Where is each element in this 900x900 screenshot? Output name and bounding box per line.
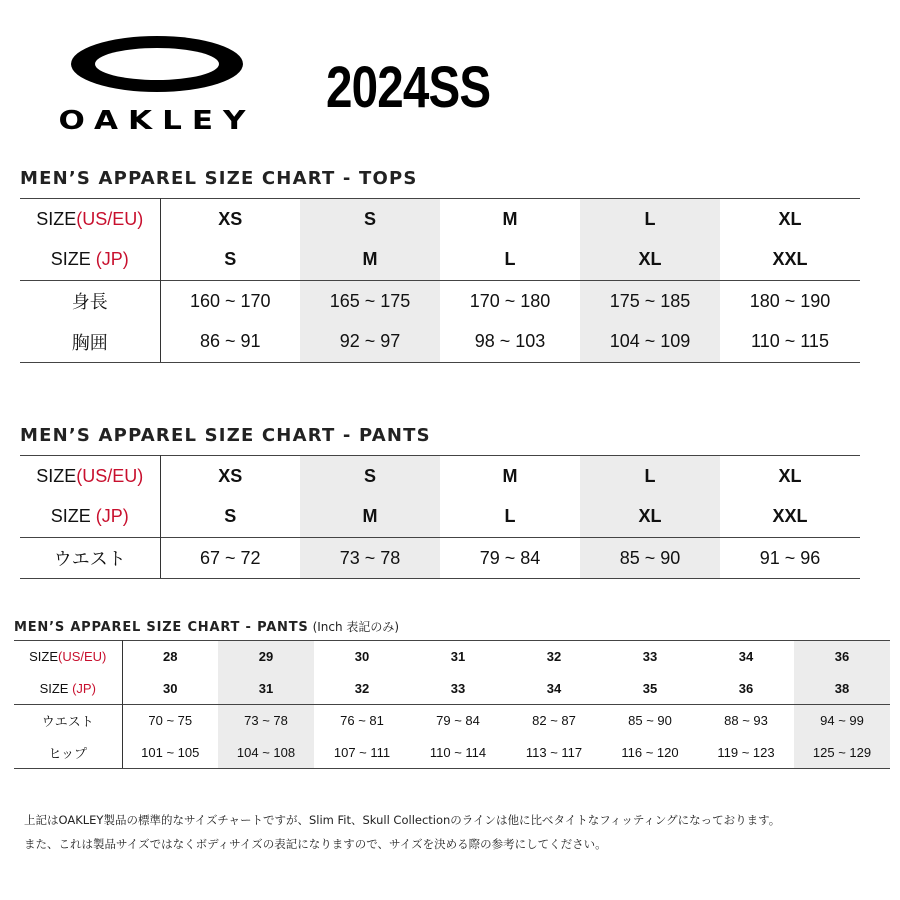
table-cell: 86 ~ 91	[160, 322, 300, 363]
table-cell: 76 ~ 81	[314, 705, 410, 737]
pants-inch-section-title: MEN’S APPAREL SIZE CHART - PANTS (Inch 表記のみ)	[14, 620, 400, 635]
table-cell: 175 ~ 185	[580, 281, 720, 322]
waist-label: ウエスト	[14, 705, 122, 737]
table-cell: 170 ~ 180	[440, 281, 580, 322]
table-cell: S	[224, 249, 237, 270]
table-row	[14, 641, 890, 673]
table-cell: 33	[450, 680, 466, 696]
tops-size-table	[20, 198, 860, 363]
table-cell: 104 ~ 108	[218, 737, 314, 769]
table-cell: L	[504, 506, 516, 527]
height-label: 身長	[20, 281, 160, 322]
table-row	[20, 538, 860, 579]
table-cell: L	[504, 249, 516, 270]
table-row	[20, 497, 860, 538]
table-cell: L	[580, 199, 720, 240]
table-cell: 28	[122, 641, 218, 673]
table-cell: 85 ~ 90	[580, 538, 720, 579]
table-cell: 88 ~ 93	[698, 705, 794, 737]
table-cell: 33	[602, 641, 698, 673]
table-cell: XL	[720, 199, 860, 240]
size-us-eu-label: SIZE(US/EU)	[20, 456, 160, 497]
pants-inch-size-table	[14, 640, 890, 769]
table-cell: 35	[642, 680, 658, 696]
table-cell: 125 ~ 129	[794, 737, 890, 769]
table-cell: 101 ~ 105	[122, 737, 218, 769]
table-cell: XS	[160, 456, 300, 497]
table-cell: 98 ~ 103	[440, 322, 580, 363]
table-cell: 160 ~ 170	[160, 281, 300, 322]
table-row	[20, 456, 860, 497]
size-us-eu-label: SIZE(US/EU)	[14, 641, 122, 673]
table-cell: XL	[580, 240, 720, 281]
table-cell: 73 ~ 78	[300, 538, 440, 579]
table-cell: M	[300, 497, 440, 538]
table-cell: 32	[506, 641, 602, 673]
table-row	[14, 673, 890, 705]
table-row	[20, 281, 860, 322]
footer-note-line: 上記はOAKLEY製品の標準的なサイズチャートですが、Slim Fit、Skull Collectionのラインは他に比べタイトなフィッティングになっております。	[24, 813, 781, 827]
table-cell: M	[300, 240, 440, 281]
hip-label: ヒップ	[14, 737, 122, 769]
oakley-logo	[26, 36, 288, 140]
table-cell: 67 ~ 72	[160, 538, 300, 579]
pants-size-table	[20, 455, 860, 579]
size-jp-label: SIZE (JP)	[20, 497, 160, 538]
table-cell: 34	[698, 641, 794, 673]
chest-label: 胸囲	[20, 322, 160, 363]
tops-section-title: MEN’S APPAREL SIZE CHART - TOPS	[20, 168, 418, 189]
table-cell: 92 ~ 97	[300, 322, 440, 363]
table-cell: M	[440, 199, 580, 240]
table-row	[20, 199, 860, 240]
size-jp-label: SIZE (JP)	[14, 673, 122, 705]
table-cell: 70 ~ 75	[122, 705, 218, 737]
table-cell: XXL	[772, 506, 808, 527]
waist-label: ウエスト	[20, 538, 160, 579]
inch-note: (Inch 表記のみ)	[312, 620, 400, 634]
table-cell: XS	[160, 199, 300, 240]
table-cell: 165 ~ 175	[300, 281, 440, 322]
table-cell: 31	[410, 641, 506, 673]
table-cell: 119 ~ 123	[698, 737, 794, 769]
table-cell: 32	[354, 680, 370, 696]
table-cell: XXL	[772, 249, 808, 270]
table-cell: 34	[546, 680, 562, 696]
table-cell: 30	[163, 680, 178, 696]
table-cell: 104 ~ 109	[580, 322, 720, 363]
table-cell: 36	[794, 641, 890, 673]
table-row	[14, 737, 890, 769]
size-jp-label: SIZE (JP)	[20, 240, 160, 281]
table-cell: 31	[218, 673, 314, 705]
table-cell: S	[224, 506, 237, 527]
table-cell: 30	[314, 641, 410, 673]
table-cell: 110 ~ 115	[720, 322, 860, 363]
table-cell: M	[440, 456, 580, 497]
table-cell: L	[580, 456, 720, 497]
table-cell: S	[300, 456, 440, 497]
footer-notes	[24, 808, 780, 856]
table-cell: 94 ~ 99	[794, 705, 890, 737]
table-row	[14, 705, 890, 737]
size-us-eu-label: SIZE(US/EU)	[20, 199, 160, 240]
table-cell: 180 ~ 190	[720, 281, 860, 322]
table-cell: 116 ~ 120	[602, 737, 698, 769]
table-cell: 79 ~ 84	[410, 705, 506, 737]
table-cell: 107 ~ 111	[314, 737, 410, 769]
table-cell: 85 ~ 90	[602, 705, 698, 737]
footer-note-line: また、これは製品サイズではなくボディサイズの表記になりますので、サイズを決める際の参考にしてください。	[24, 837, 607, 851]
table-row	[20, 240, 860, 281]
table-cell: 113 ~ 117	[506, 737, 602, 769]
table-cell: 36	[738, 680, 754, 696]
table-cell: 110 ~ 114	[410, 737, 506, 769]
table-cell: 38	[794, 673, 890, 705]
table-cell: 82 ~ 87	[506, 705, 602, 737]
table-cell: S	[300, 199, 440, 240]
table-cell: 29	[218, 641, 314, 673]
pants-section-title: MEN’S APPAREL SIZE CHART - PANTS	[20, 425, 431, 446]
table-cell: XL	[580, 497, 720, 538]
season-title: 2024SS	[326, 55, 491, 120]
table-cell: 73 ~ 78	[218, 705, 314, 737]
brand-wordmark: OAKLEY	[58, 106, 256, 136]
table-row	[20, 322, 860, 363]
table-cell: 91 ~ 96	[720, 538, 860, 579]
table-cell: 79 ~ 84	[440, 538, 580, 579]
table-cell: XL	[720, 456, 860, 497]
